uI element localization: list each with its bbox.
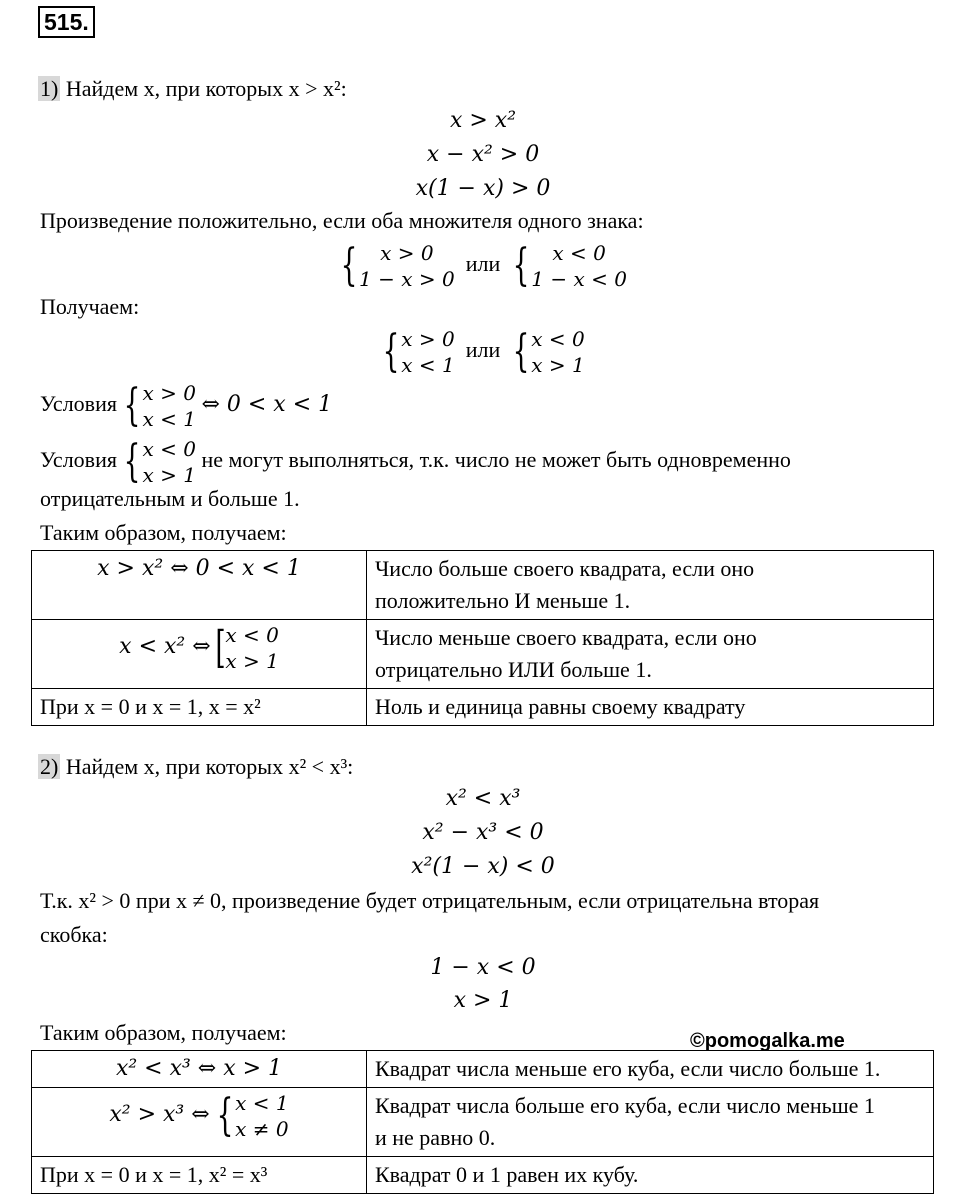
part1-table xyxy=(31,550,934,726)
part2-text1b: скобка: xyxy=(40,922,108,947)
system-c: { x > 0 x < 1 xyxy=(382,326,455,377)
table-row: x² > x³ ⇔ { x < 1 x ≠ 0 Квадрат числа больше его куба, если число меньше 1 и не равно 0. xyxy=(32,1088,934,1157)
part2-heading xyxy=(38,754,353,780)
part2-eq1: x² < x³ xyxy=(445,786,521,811)
part2-table xyxy=(31,1050,934,1194)
condition2-system: { x < 0 x > 1 xyxy=(124,436,196,487)
part1-heading xyxy=(38,76,347,102)
condition-line2: Условия { x < 0 x > 1 не могут выполняться, т.к. число не может быть одновременно xyxy=(40,436,791,487)
part1-marker: 1) xyxy=(40,76,59,101)
problem-number: 515. xyxy=(38,6,95,38)
system-a: { x > 0 1 − x > 0 xyxy=(340,240,455,291)
part1-systems-row2 xyxy=(0,326,960,378)
part2-marker: 2) xyxy=(40,754,59,779)
part1-text2: Получаем: xyxy=(40,294,140,319)
part1-systems-row1 xyxy=(0,240,960,292)
system-b: { x < 0 1 − x < 0 xyxy=(512,240,627,291)
part1-summary: Таким образом, получаем: xyxy=(40,520,287,545)
table-row: x² < x³ ⇔ x > 1 Квадрат числа меньше его куба, если число больше 1. xyxy=(32,1051,934,1088)
table-row: При x = 0 и x = 1, x = x² Ноль и единица равны своему квадрату xyxy=(32,689,934,726)
or-label: или xyxy=(465,251,501,277)
part2-eq4: 1 − x < 0 xyxy=(430,955,536,980)
part1-eq2: x − x² > 0 xyxy=(426,142,540,167)
table-row: x > x² ⇔ 0 < x < 1 Число больше своего квадрата, если оно положительно И меньше 1. xyxy=(32,551,934,620)
part1-eq1: x > x² xyxy=(449,108,517,133)
part2-heading-text: Найдем x, при которых x² < x³: xyxy=(65,754,354,779)
system-d: { x < 0 x > 1 xyxy=(512,326,585,377)
part1-text1: Произведение положительно, если оба множителя одного знака: xyxy=(40,208,644,233)
or-label: или xyxy=(465,337,501,363)
part1-eq3: x(1 − x) > 0 xyxy=(415,176,551,201)
condition-line2b: отрицательным и больше 1. xyxy=(40,486,300,511)
part1-heading-text: Найдем x, при которых x > x²: xyxy=(65,76,347,101)
part2-summary: Таким образом, получаем: xyxy=(40,1020,287,1045)
condition1-system: { x > 0 x < 1 xyxy=(124,380,196,431)
watermark: ©pomogalka.me xyxy=(690,1030,845,1052)
part2-eq5: x > 1 xyxy=(453,988,513,1013)
table-row: При x = 0 и x = 1, x² = x³ Квадрат 0 и 1 равен их кубу. xyxy=(32,1157,934,1194)
part2-text1: Т.к. x² > 0 при x ≠ 0, произведение будет отрицательным, если отрицательна вторая xyxy=(40,888,820,913)
condition-line1: Условия { x > 0 x < 1 ⇔ 0 < x < 1 xyxy=(40,380,333,431)
table-row: x < x² ⇔ [ x < 0 x > 1 Число меньше своего квадрата, если оно отрицательно ИЛИ больше 1. xyxy=(32,620,934,689)
part2-eq3: x²(1 − x) < 0 xyxy=(411,854,555,879)
part2-eq2: x² − x³ < 0 xyxy=(422,820,544,845)
